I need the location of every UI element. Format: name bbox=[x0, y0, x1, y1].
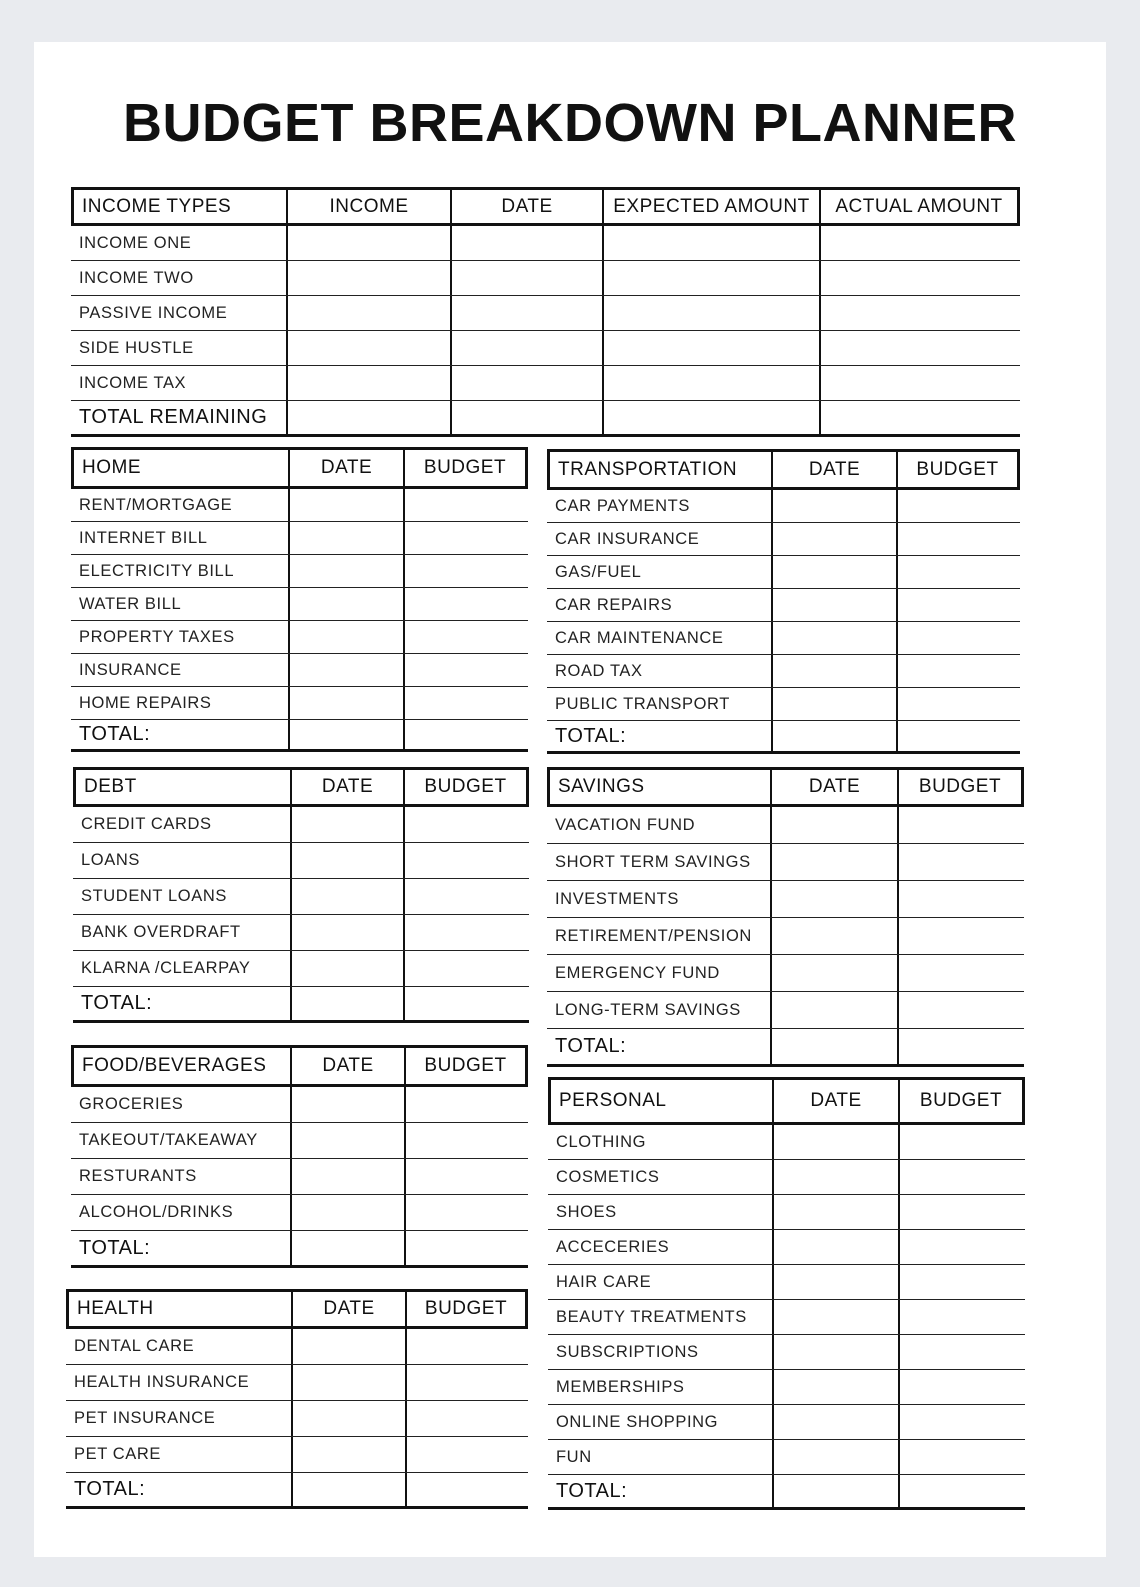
food-budget-cell[interactable] bbox=[406, 1087, 528, 1122]
debt-budget-cell[interactable] bbox=[405, 915, 529, 950]
income-date-cell[interactable] bbox=[452, 261, 604, 295]
transportation-header-date: DATE bbox=[773, 452, 898, 487]
transportation-row-label: CAR REPAIRS bbox=[547, 589, 773, 621]
personal-row-label: FUN bbox=[548, 1440, 774, 1474]
income-total-row bbox=[71, 401, 1020, 437]
food-header-date: DATE bbox=[292, 1048, 406, 1084]
transportation-total-date-cell[interactable] bbox=[773, 721, 898, 751]
personal-row-label: ONLINE SHOPPING bbox=[548, 1405, 774, 1439]
home-header-row bbox=[71, 447, 528, 489]
food-row bbox=[71, 1195, 528, 1231]
income-expected-amount-cell[interactable] bbox=[604, 296, 821, 330]
personal-date-cell[interactable] bbox=[774, 1335, 900, 1369]
income-row bbox=[71, 366, 1020, 401]
savings-total-budget-cell[interactable] bbox=[899, 1029, 1024, 1064]
health-header-budget: BUDGET bbox=[424, 1298, 508, 1319]
personal-header-date: DATE bbox=[774, 1080, 900, 1122]
home-total-label: TOTAL: bbox=[71, 720, 290, 749]
personal-row bbox=[548, 1370, 1025, 1405]
transportation-row bbox=[547, 523, 1020, 556]
debt-row-label: KLARNA /CLEARPAY bbox=[73, 951, 292, 986]
personal-row bbox=[548, 1230, 1025, 1265]
transportation-budget-cell[interactable] bbox=[898, 622, 1020, 654]
personal-budget-cell[interactable] bbox=[900, 1370, 1025, 1404]
transportation-row bbox=[547, 688, 1020, 721]
personal-row bbox=[548, 1160, 1025, 1195]
transportation-row-label: GAS/FUEL bbox=[547, 556, 773, 588]
transportation-row-label: ROAD TAX bbox=[547, 655, 773, 687]
home-row bbox=[71, 555, 528, 588]
personal-row bbox=[548, 1335, 1025, 1370]
food-budget-cell[interactable] bbox=[406, 1123, 528, 1158]
personal-row-label: HAIR CARE bbox=[548, 1265, 774, 1299]
transportation-date-cell[interactable] bbox=[773, 688, 898, 720]
personal-row-label: COSMETICS bbox=[548, 1160, 774, 1194]
personal-row-label: SUBSCRIPTIONS bbox=[548, 1335, 774, 1369]
savings-date-cell[interactable] bbox=[772, 881, 899, 917]
debt-total-row bbox=[73, 987, 529, 1023]
savings-row bbox=[547, 918, 1024, 955]
home-header-category: HOME bbox=[74, 450, 290, 486]
debt-total-budget-cell[interactable] bbox=[405, 987, 529, 1020]
savings-budget-cell[interactable] bbox=[899, 992, 1024, 1028]
home-budget-cell[interactable] bbox=[405, 687, 528, 719]
home-row bbox=[71, 588, 528, 621]
personal-date-cell[interactable] bbox=[774, 1230, 900, 1264]
health-row-label: DENTAL CARE bbox=[66, 1329, 293, 1364]
health-date-cell[interactable] bbox=[293, 1437, 407, 1472]
home-row bbox=[71, 621, 528, 654]
home-total-row bbox=[71, 720, 528, 752]
home-row-label: INSURANCE bbox=[71, 654, 290, 686]
home-header-budget: BUDGET bbox=[423, 457, 507, 478]
personal-header-category: PERSONAL bbox=[551, 1080, 774, 1122]
home-total-date-cell[interactable] bbox=[290, 720, 405, 749]
home-row-label: PROPERTY TAXES bbox=[71, 621, 290, 653]
income-actual-amount-cell[interactable] bbox=[821, 331, 1020, 365]
personal-date-cell[interactable] bbox=[774, 1300, 900, 1334]
home-budget-cell[interactable] bbox=[405, 654, 528, 686]
debt-header-date: DATE bbox=[292, 770, 405, 804]
debt-row bbox=[73, 843, 529, 879]
income-date-cell[interactable] bbox=[452, 226, 604, 260]
income-date-cell[interactable] bbox=[452, 366, 604, 400]
home-budget-cell[interactable] bbox=[405, 555, 528, 587]
personal-budget-cell[interactable] bbox=[900, 1195, 1025, 1229]
income-date-cell[interactable] bbox=[452, 331, 604, 365]
personal-date-cell[interactable] bbox=[774, 1125, 900, 1159]
savings-row-label: INVESTMENTS bbox=[547, 881, 772, 917]
health-header-category: HEALTH bbox=[69, 1292, 293, 1326]
income-row-label: PASSIVE INCOME bbox=[71, 296, 288, 330]
personal-budget-cell[interactable] bbox=[900, 1335, 1025, 1369]
debt-row-label: BANK OVERDRAFT bbox=[73, 915, 292, 950]
savings-header-budget: BUDGET bbox=[918, 776, 1002, 797]
home-row bbox=[71, 489, 528, 522]
page-title: BUDGET BREAKDOWN PLANNER bbox=[123, 93, 1017, 153]
personal-row bbox=[548, 1405, 1025, 1440]
health-date-cell[interactable] bbox=[293, 1365, 407, 1400]
transportation-row bbox=[547, 589, 1020, 622]
savings-row-label: LONG-TERM SAVINGS bbox=[547, 992, 772, 1028]
savings-header-date: DATE bbox=[772, 770, 899, 804]
food-row-label: RESTURANTS bbox=[71, 1159, 292, 1194]
debt-table bbox=[73, 767, 529, 1023]
savings-row-label: RETIREMENT/PENSION bbox=[547, 918, 772, 954]
health-header-row bbox=[66, 1289, 528, 1329]
personal-total-row bbox=[548, 1475, 1025, 1510]
income-header-actual-amount: ACTUAL AMOUNT bbox=[835, 195, 1003, 217]
income-row bbox=[71, 261, 1020, 296]
home-budget-cell[interactable] bbox=[405, 522, 528, 554]
income-row bbox=[71, 331, 1020, 366]
income-total-expected-amount-cell[interactable] bbox=[604, 401, 821, 434]
savings-header-row bbox=[547, 767, 1024, 807]
personal-budget-cell[interactable] bbox=[900, 1265, 1025, 1299]
transportation-header-row bbox=[547, 449, 1020, 490]
debt-row-label: CREDIT CARDS bbox=[73, 807, 292, 842]
transportation-date-cell[interactable] bbox=[773, 622, 898, 654]
health-date-cell[interactable] bbox=[293, 1401, 407, 1436]
personal-date-cell[interactable] bbox=[774, 1160, 900, 1194]
personal-total-budget-cell[interactable] bbox=[900, 1475, 1025, 1507]
home-date-cell[interactable] bbox=[290, 654, 405, 686]
savings-row bbox=[547, 844, 1024, 881]
personal-budget-cell[interactable] bbox=[900, 1440, 1025, 1474]
income-header-income: INCOME bbox=[288, 190, 452, 223]
savings-total-date-cell[interactable] bbox=[772, 1029, 899, 1064]
food-total-row bbox=[71, 1231, 528, 1268]
debt-row bbox=[73, 951, 529, 987]
food-total-label: TOTAL: bbox=[71, 1231, 292, 1265]
income-row-label: INCOME TAX bbox=[71, 366, 288, 400]
income-expected-amount-cell[interactable] bbox=[604, 366, 821, 400]
income-header-category: INCOME TYPES bbox=[74, 190, 288, 223]
transportation-date-cell[interactable] bbox=[773, 655, 898, 687]
food-budget-cell[interactable] bbox=[406, 1195, 528, 1230]
health-total-date-cell[interactable] bbox=[293, 1473, 407, 1506]
health-table bbox=[66, 1289, 528, 1509]
debt-row-label: LOANS bbox=[73, 843, 292, 878]
income-income-cell[interactable] bbox=[288, 296, 452, 330]
home-budget-cell[interactable] bbox=[405, 621, 528, 653]
income-row-label: SIDE HUSTLE bbox=[71, 331, 288, 365]
income-actual-amount-cell[interactable] bbox=[821, 296, 1020, 330]
savings-header-category: SAVINGS bbox=[550, 770, 772, 804]
savings-date-cell[interactable] bbox=[772, 918, 899, 954]
health-total-label: TOTAL: bbox=[66, 1473, 293, 1506]
home-date-cell[interactable] bbox=[290, 555, 405, 587]
debt-budget-cell[interactable] bbox=[405, 951, 529, 986]
health-row bbox=[66, 1437, 528, 1473]
transportation-row-label: CAR INSURANCE bbox=[547, 523, 773, 555]
food-header-category: FOOD/BEVERAGES bbox=[74, 1048, 292, 1084]
savings-date-cell[interactable] bbox=[772, 955, 899, 991]
debt-header-row bbox=[73, 767, 529, 807]
personal-header-row bbox=[548, 1077, 1025, 1125]
health-budget-cell[interactable] bbox=[407, 1365, 528, 1400]
income-row-label: INCOME TWO bbox=[71, 261, 288, 295]
personal-total-date-cell[interactable] bbox=[774, 1475, 900, 1507]
savings-row-label: SHORT TERM SAVINGS bbox=[547, 844, 772, 880]
health-budget-cell[interactable] bbox=[407, 1401, 528, 1436]
income-total-label: TOTAL REMAINING bbox=[71, 401, 288, 434]
home-budget-cell[interactable] bbox=[405, 588, 528, 620]
transportation-row-label: CAR MAINTENANCE bbox=[547, 622, 773, 654]
health-row-label: PET INSURANCE bbox=[66, 1401, 293, 1436]
savings-row bbox=[547, 992, 1024, 1029]
transportation-date-cell[interactable] bbox=[773, 589, 898, 621]
home-row-label: HOME REPAIRS bbox=[71, 687, 290, 719]
home-budget-cell[interactable] bbox=[405, 489, 528, 521]
food-total-date-cell[interactable] bbox=[292, 1231, 406, 1265]
home-row bbox=[71, 654, 528, 687]
savings-budget-cell[interactable] bbox=[899, 881, 1024, 917]
income-expected-amount-cell[interactable] bbox=[604, 331, 821, 365]
personal-date-cell[interactable] bbox=[774, 1195, 900, 1229]
food-date-cell[interactable] bbox=[292, 1159, 406, 1194]
savings-budget-cell[interactable] bbox=[899, 918, 1024, 954]
savings-row-label: VACATION FUND bbox=[547, 807, 772, 843]
home-row-label: INTERNET BILL bbox=[71, 522, 290, 554]
home-date-cell[interactable] bbox=[290, 522, 405, 554]
income-total-income-cell[interactable] bbox=[288, 401, 452, 434]
home-total-budget-cell[interactable] bbox=[405, 720, 528, 749]
home-row bbox=[71, 522, 528, 555]
income-actual-amount-cell[interactable] bbox=[821, 226, 1020, 260]
transportation-date-cell[interactable] bbox=[773, 490, 898, 522]
debt-row bbox=[73, 879, 529, 915]
transportation-date-cell[interactable] bbox=[773, 556, 898, 588]
food-row bbox=[71, 1123, 528, 1159]
income-header-date: DATE bbox=[452, 190, 604, 223]
transportation-budget-cell[interactable] bbox=[898, 655, 1020, 687]
debt-row-label: STUDENT LOANS bbox=[73, 879, 292, 914]
debt-budget-cell[interactable] bbox=[405, 807, 529, 842]
health-row bbox=[66, 1329, 528, 1365]
debt-date-cell[interactable] bbox=[292, 915, 405, 950]
income-expected-amount-cell[interactable] bbox=[604, 226, 821, 260]
food-budget-cell[interactable] bbox=[406, 1159, 528, 1194]
debt-date-cell[interactable] bbox=[292, 879, 405, 914]
food-date-cell[interactable] bbox=[292, 1195, 406, 1230]
home-row-label: RENT/MORTGAGE bbox=[71, 489, 290, 521]
health-row bbox=[66, 1401, 528, 1437]
health-header-date: DATE bbox=[293, 1292, 407, 1326]
debt-budget-cell[interactable] bbox=[405, 843, 529, 878]
personal-budget-cell[interactable] bbox=[900, 1405, 1025, 1439]
food-table bbox=[71, 1045, 528, 1268]
savings-total-label: TOTAL: bbox=[547, 1029, 772, 1064]
home-date-cell[interactable] bbox=[290, 621, 405, 653]
food-header-budget: BUDGET bbox=[424, 1055, 507, 1076]
home-row-label: ELECTRICITY BILL bbox=[71, 555, 290, 587]
income-total-date-cell[interactable] bbox=[452, 401, 604, 434]
income-income-cell[interactable] bbox=[288, 226, 452, 260]
transportation-total-row bbox=[547, 721, 1020, 754]
personal-row bbox=[548, 1440, 1025, 1475]
home-row bbox=[71, 687, 528, 720]
food-row-label: ALCOHOL/DRINKS bbox=[71, 1195, 292, 1230]
debt-date-cell[interactable] bbox=[292, 843, 405, 878]
debt-budget-cell[interactable] bbox=[405, 879, 529, 914]
health-total-budget-cell[interactable] bbox=[407, 1473, 528, 1506]
transportation-budget-cell[interactable] bbox=[898, 490, 1020, 522]
transportation-table bbox=[547, 449, 1020, 754]
transportation-budget-cell[interactable] bbox=[898, 556, 1020, 588]
food-total-budget-cell[interactable] bbox=[406, 1231, 528, 1265]
food-header-row bbox=[71, 1045, 528, 1087]
food-row bbox=[71, 1087, 528, 1123]
savings-date-cell[interactable] bbox=[772, 992, 899, 1028]
savings-budget-cell[interactable] bbox=[899, 955, 1024, 991]
transportation-row bbox=[547, 655, 1020, 688]
income-income-cell[interactable] bbox=[288, 366, 452, 400]
transportation-row-label: PUBLIC TRANSPORT bbox=[547, 688, 773, 720]
personal-row-label: BEAUTY TREATMENTS bbox=[548, 1300, 774, 1334]
personal-header-budget: BUDGET bbox=[919, 1090, 1003, 1111]
savings-row bbox=[547, 955, 1024, 992]
savings-table bbox=[547, 767, 1024, 1067]
transportation-total-budget-cell[interactable] bbox=[898, 721, 1020, 751]
home-date-cell[interactable] bbox=[290, 687, 405, 719]
income-income-cell[interactable] bbox=[288, 331, 452, 365]
food-row bbox=[71, 1159, 528, 1195]
personal-row-label: SHOES bbox=[548, 1195, 774, 1229]
debt-date-cell[interactable] bbox=[292, 951, 405, 986]
personal-row bbox=[548, 1300, 1025, 1335]
personal-row-label: ACCECERIES bbox=[548, 1230, 774, 1264]
personal-budget-cell[interactable] bbox=[900, 1160, 1025, 1194]
home-header-date: DATE bbox=[290, 450, 405, 486]
health-row bbox=[66, 1365, 528, 1401]
health-row-label: PET CARE bbox=[66, 1437, 293, 1472]
home-row-label: WATER BILL bbox=[71, 588, 290, 620]
transportation-total-label: TOTAL: bbox=[547, 721, 773, 751]
income-total-actual-amount-cell[interactable] bbox=[821, 401, 1020, 434]
food-row-label: GROCERIES bbox=[71, 1087, 292, 1122]
transportation-row bbox=[547, 622, 1020, 655]
income-actual-amount-cell[interactable] bbox=[821, 261, 1020, 295]
debt-total-label: TOTAL: bbox=[73, 987, 292, 1020]
personal-date-cell[interactable] bbox=[774, 1370, 900, 1404]
personal-budget-cell[interactable] bbox=[900, 1125, 1025, 1159]
income-header-row bbox=[71, 187, 1020, 226]
transportation-row bbox=[547, 556, 1020, 589]
savings-date-cell[interactable] bbox=[772, 807, 899, 843]
debt-row bbox=[73, 915, 529, 951]
home-table bbox=[71, 447, 528, 752]
health-budget-cell[interactable] bbox=[407, 1329, 528, 1364]
home-date-cell[interactable] bbox=[290, 489, 405, 521]
transportation-budget-cell[interactable] bbox=[898, 589, 1020, 621]
transportation-date-cell[interactable] bbox=[773, 523, 898, 555]
transportation-header-category: TRANSPORTATION bbox=[550, 452, 773, 487]
income-date-cell[interactable] bbox=[452, 296, 604, 330]
savings-row bbox=[547, 881, 1024, 918]
savings-row bbox=[547, 807, 1024, 844]
transportation-row-label: CAR PAYMENTS bbox=[547, 490, 773, 522]
transportation-budget-cell[interactable] bbox=[898, 523, 1020, 555]
food-date-cell[interactable] bbox=[292, 1087, 406, 1122]
personal-total-label: TOTAL: bbox=[548, 1475, 774, 1507]
savings-budget-cell[interactable] bbox=[899, 807, 1024, 843]
income-expected-amount-cell[interactable] bbox=[604, 261, 821, 295]
home-date-cell[interactable] bbox=[290, 588, 405, 620]
food-row-label: TAKEOUT/TAKEAWAY bbox=[71, 1123, 292, 1158]
personal-table bbox=[548, 1077, 1025, 1510]
personal-row-label: MEMBERSHIPS bbox=[548, 1370, 774, 1404]
debt-header-budget: BUDGET bbox=[424, 776, 507, 797]
personal-date-cell[interactable] bbox=[774, 1405, 900, 1439]
debt-row bbox=[73, 807, 529, 843]
transportation-budget-cell[interactable] bbox=[898, 688, 1020, 720]
personal-row bbox=[548, 1265, 1025, 1300]
income-row bbox=[71, 296, 1020, 331]
personal-budget-cell[interactable] bbox=[900, 1300, 1025, 1334]
debt-total-date-cell[interactable] bbox=[292, 987, 405, 1020]
food-date-cell[interactable] bbox=[292, 1123, 406, 1158]
savings-budget-cell[interactable] bbox=[899, 844, 1024, 880]
personal-row-label: CLOTHING bbox=[548, 1125, 774, 1159]
income-income-cell[interactable] bbox=[288, 261, 452, 295]
transportation-header-budget: BUDGET bbox=[916, 458, 999, 480]
personal-row bbox=[548, 1195, 1025, 1230]
transportation-row bbox=[547, 490, 1020, 523]
savings-total-row bbox=[547, 1029, 1024, 1067]
personal-date-cell[interactable] bbox=[774, 1265, 900, 1299]
health-date-cell[interactable] bbox=[293, 1329, 407, 1364]
personal-row bbox=[548, 1125, 1025, 1160]
income-row-label: INCOME ONE bbox=[71, 226, 288, 260]
debt-date-cell[interactable] bbox=[292, 807, 405, 842]
personal-budget-cell[interactable] bbox=[900, 1230, 1025, 1264]
savings-date-cell[interactable] bbox=[772, 844, 899, 880]
health-total-row bbox=[66, 1473, 528, 1509]
health-budget-cell[interactable] bbox=[407, 1437, 528, 1472]
health-row-label: HEALTH INSURANCE bbox=[66, 1365, 293, 1400]
savings-row-label: EMERGENCY FUND bbox=[547, 955, 772, 991]
personal-date-cell[interactable] bbox=[774, 1440, 900, 1474]
income-actual-amount-cell[interactable] bbox=[821, 366, 1020, 400]
debt-header-category: DEBT bbox=[76, 770, 292, 804]
income-table bbox=[71, 187, 1020, 437]
income-row bbox=[71, 226, 1020, 261]
income-header-expected-amount: EXPECTED AMOUNT bbox=[604, 190, 821, 223]
